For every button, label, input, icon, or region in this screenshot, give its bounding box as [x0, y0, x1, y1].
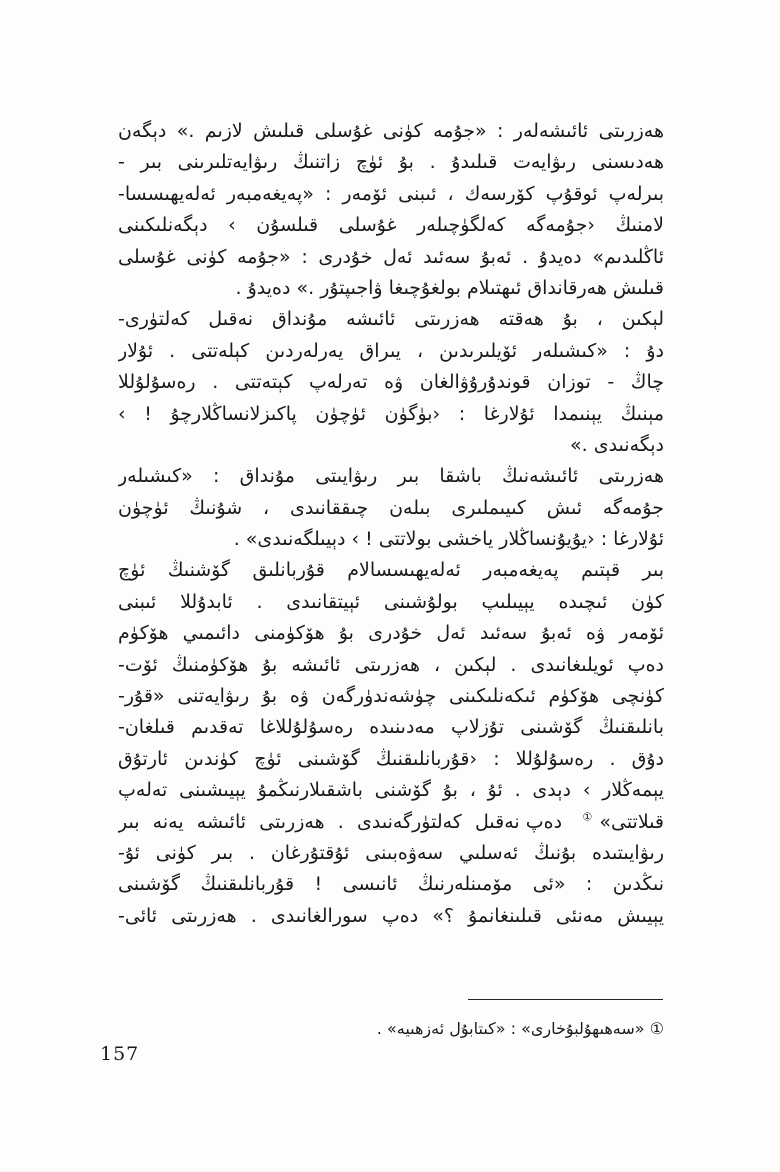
text-line: ئۇلارغا : ‹يۇيۇنساڭلار ياخشى بولاتتى ! › دېيىلگەنىدى» .: [233, 528, 664, 551]
page-number: 157: [100, 1043, 140, 1065]
footnote-marker: ①: [575, 810, 600, 824]
paragraph-1: [118, 116, 664, 304]
text-line: دەپ ئويلىغانىدى . لېكىن ، ھەزرىتى ئائىشە بۇ ھۆكۈمنىڭ ئۆت-: [118, 653, 664, 676]
text-line: ھەدىسنى رىۋايەت قىلىدۇ . بۇ ئۈچ زاتنىڭ رىۋايەتلىرىنى بىر -: [118, 151, 664, 174]
text-line: ھەزرىتى ئائىشەلەر : «جۇمە كۈنى غۇسلى قىلىش لازىم .» دېگەن: [118, 120, 664, 142]
text-line: لېكىن ، بۇ ھەقتە ھەزرىتى ئائىشە مۇنداق نەقىل كەلتۈرى-: [118, 308, 664, 331]
text-line: بىر قېتىم پەيغەمبەر ئەلەيھىسسالام قۇربانلىق گۆشنىڭ ئۈچ: [118, 559, 664, 582]
paragraph-3: [118, 461, 664, 555]
text-line: [118, 807, 664, 838]
text-line: كۈنچى ھۆكۈم ئىكەنلىكىنى چۈشەندۈرگەن ۋە بۇ رىۋايەتنى «قۇر-: [118, 685, 664, 708]
text-line: يېمەڭلار › دېدى . ئۇ ، بۇ گۆشنى باشقىلارنىڭمۇ يېيىشىنى تەلەپ: [118, 779, 664, 802]
paragraph-4: [118, 555, 664, 932]
line-rest: دەپ نەقىل كەلتۈرگەنىدى . ھەزرىتى ئائىشە يەنە بىر: [118, 810, 563, 833]
text-line: ئاڭلىدىم» دەيدۇ . ئەبۇ سەئىد ئەل خۇدرى : «جۇمە كۈنى غۇسلى: [118, 245, 664, 268]
paragraph-2: [118, 304, 664, 461]
text-line: بىرلەپ ئوقۇپ كۆرسەك ، ئىبنى ئۆمەر : «پەيغەمبەر ئەلەيھىسسا-: [118, 182, 664, 205]
text-line: لامنىڭ ‹جۇمەگە كەلگۈچىلەر غۇسلى قىلسۇن › دېگەنلىكىنى: [118, 214, 664, 237]
text-line: مېنىڭ يېنىمدا ئۇلارغا : ‹بۈگۈن ئۈچۈن پاكىزلانساڭلارچۇ ! ›: [118, 402, 664, 425]
text-line: دۇ : «كىشىلەر ئۆيلىرىدىن ، يىراق يەرلەردىن كېلەتتى . ئۇلار: [118, 339, 664, 362]
text-line: دېگەنىدى .»: [570, 433, 664, 456]
text-line: ھەزرىتى ئائىشەنىڭ باشقا بىر رىۋايىتى مۇنداق : «كىشىلەر: [118, 465, 664, 488]
text-line: بانلىقنىڭ گۆشىنى تۇزلاپ مەدىنىدە رەسۇلۇللاغا تەقدىم قىلغان-: [118, 716, 664, 739]
text-line: جۇمەگە ئىش كىيىملىرى بىلەن چىققانىدى ، شۇنىڭ ئۈچۈن: [118, 496, 664, 519]
text-line: نىڭدىن : «ئى مۆمىنلەرنىڭ ئانىسى ! قۇربانلىقنىڭ گۆشىنى: [118, 873, 664, 896]
text-line: كۈن ئىچىدە يېيىلىپ بولۇشىنى ئېيتقانىدى . ئابدۇللا ئىبنى: [118, 590, 664, 613]
line-start: قىلاتتى»: [599, 810, 664, 833]
text-line: رىۋايىتىدە بۇنىڭ ئەسلىي سەۋەبىنى ئۇقتۇرغان . بىر كۈنى ئۇ-: [118, 841, 664, 864]
footnote-divider: [468, 999, 663, 1000]
body-text: [118, 116, 664, 932]
text-line: يېيىش مەنئى قىلىنغانمۇ ؟» دەپ سورالغانىدى . ھەزرىتى ئائى-: [118, 904, 664, 927]
footnote: ① «سەھىھۇلبۇخارى» : «كىتابۇل ئەزھىيە» .: [376, 1019, 664, 1038]
text-line: چاڭ - توزان قوندۇرۇۋالغان ۋە تەرلەپ كېتەتتى . رەسۇلۇللا: [118, 371, 664, 394]
text-line: قىلىش ھەرقانداق ئىھتىلام بولغۇچىغا ۋاجىپتۇر .» دەيدۇ .: [235, 276, 664, 299]
text-line: دۇق . رەسۇلۇللا : ‹قۇربانلىقنىڭ گۆشىنى ئۈچ كۈندىن ئارتۇق: [118, 747, 664, 770]
text-line: ئۆمەر ۋە ئەبۇ سەئىد ئەل خۇدرى بۇ ھۆكۈمنى دائىمىي ھۆكۈم: [118, 622, 664, 645]
